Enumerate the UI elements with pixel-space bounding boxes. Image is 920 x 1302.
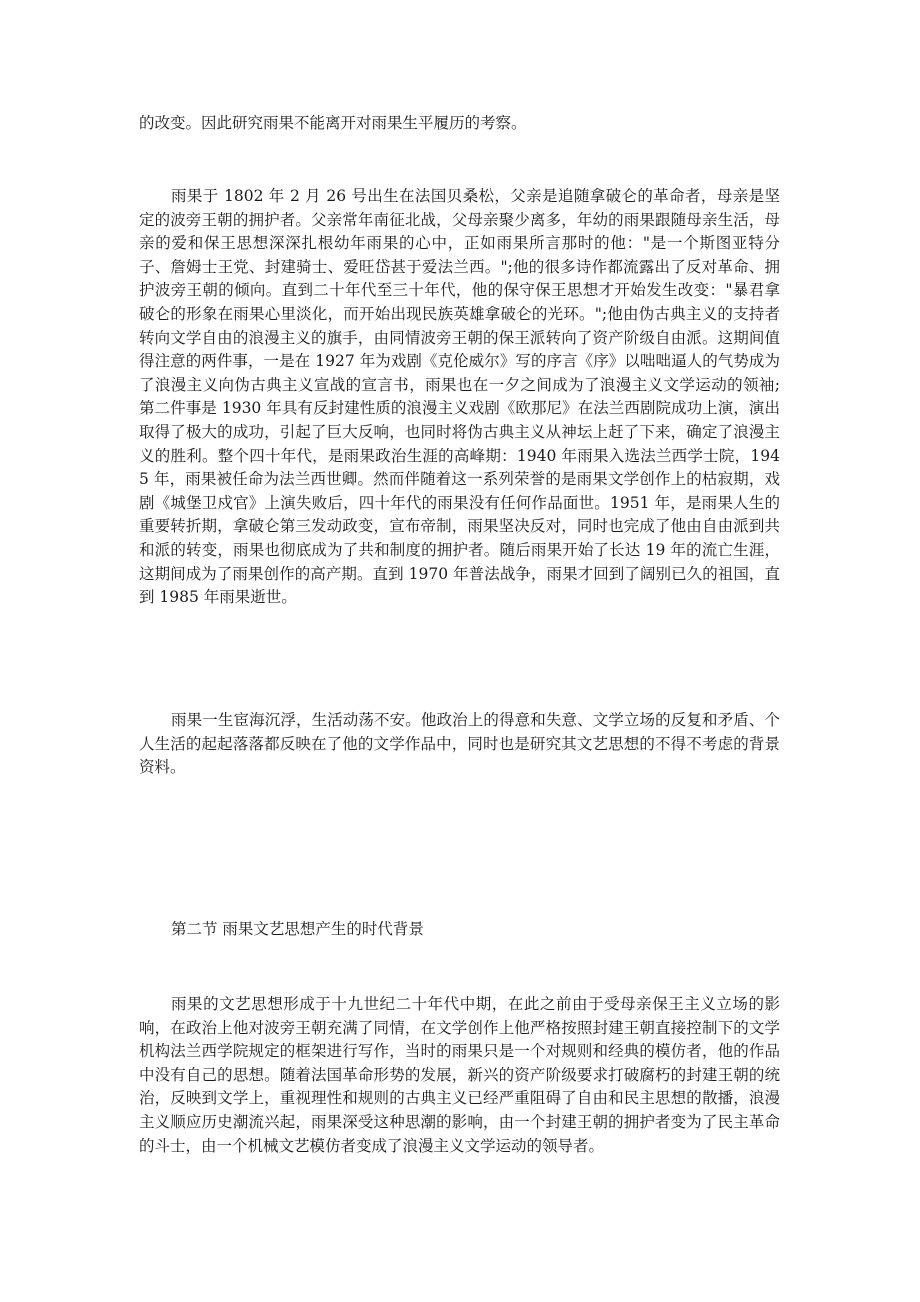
paragraph-biography: 雨果于 1802 年 2 月 26 号出生在法国贝桑松，父亲是追随拿破仑的革命者，母亲是坚定的波旁王朝的拥护者。父亲常年南征北战，父母亲聚少离多，年幼的雨果跟随母亲生活，母亲的爱和保王思想深深扎根幼年雨果的心中，正如雨果所言那时的他："是一个斯图亚特分子、詹姆士王党、封建骑士、爱旺岱甚于爱法兰西。";他的很多诗作都流露出了反对革命、拥护波旁王朝的倾向。直到二十年代至三十年代，他的保守保王思想才开始发生改变："暴君拿破仑的形象在雨果心里淡化，而开始出现民族英雄拿破仑的光环。";他由伪古典主义的支持者转向文学自由的浪漫主义的旗手，由同情波旁王朝的保王派转向了资产阶级自由派。这期间值得注意的两件事，一是在 1927 年为戏剧《克伦威尔》写的序言《序》以咄咄逼人的气势成为了浪漫主义向伪古典主义宣战的宣言书，雨果也在一夕之间成为了浪漫主义文学运动的领袖; 第二件事是 1930 年具有反封建性质的浪漫主义戏剧《欧那尼》在法兰西剧院成功上演，演出取得了极大的成功，引起了巨大反响，也同时将伪古典主义从神坛上赶了下来，确定了浪漫主义的胜利。整个四十年代，是雨果政治生涯的高峰期：1940 年雨果入选法兰西学士院，1945 年，雨果被任命为法兰西世卿。然而伴随着这一系列荣誉的是雨果文学创作上的枯寂期，戏剧《城堡卫戍官》上演失败后，四十年代的雨果没有任何作品面世。1951 年，是雨果人生的重要转折期，拿破仑第三发动政变，宣布帝制，雨果坚决反对，同时也完成了他由自由派到共和派的转变，雨果也彻底成为了共和制度的拥护者。随后雨果开始了长达 19 年的流亡生涯，这期间成为了雨果创作的高产期。直到 1970 年普法战争，雨果才回到了阔别已久的祖国，直到 1985 年雨果逝世。: [139, 187, 780, 607]
paragraph-background: 雨果的文艺思想形成于十九世纪二十年代中期，在此之前由于受母亲保王主义立场的影响，在政治上他对波旁王朝充满了同情，在文学创作上他严格按照封建王朝直接控制下的文学机构法兰西学院规定的框架进行写作，当时的雨果只是一个对规则和经典的模仿者，他的作品中没有自己的思想。随着法国革命形势的发展，新兴的资产阶级要求打破腐朽的封建王朝的统治，反映到文学上，重视理性和规则的古典主义已经严重阻碍了自由和民主思想的散播，浪漫主义顺应历史潮流兴起，雨果深受这种思潮的影响，由一个封建王朝的拥护者变为了民主革命的斗士，由一个机械文艺模仿者变成了浪漫主义文学运动的领导者。: [139, 995, 780, 1155]
paragraph-summary: 雨果一生宦海沉浮，生活动荡不安。他政治上的得意和失意、文学立场的反复和矛盾、个人生活的起起落落都反映在了他的文学作品中，同时也是研究其文艺思想的不得不考虑的背景资料。: [139, 711, 780, 777]
section-heading: 第二节 雨果文艺思想产生的时代背景: [171, 920, 424, 938]
paragraph-continued: 的改变。因此研究雨果不能离开对雨果生平履历的考察。: [139, 114, 527, 132]
